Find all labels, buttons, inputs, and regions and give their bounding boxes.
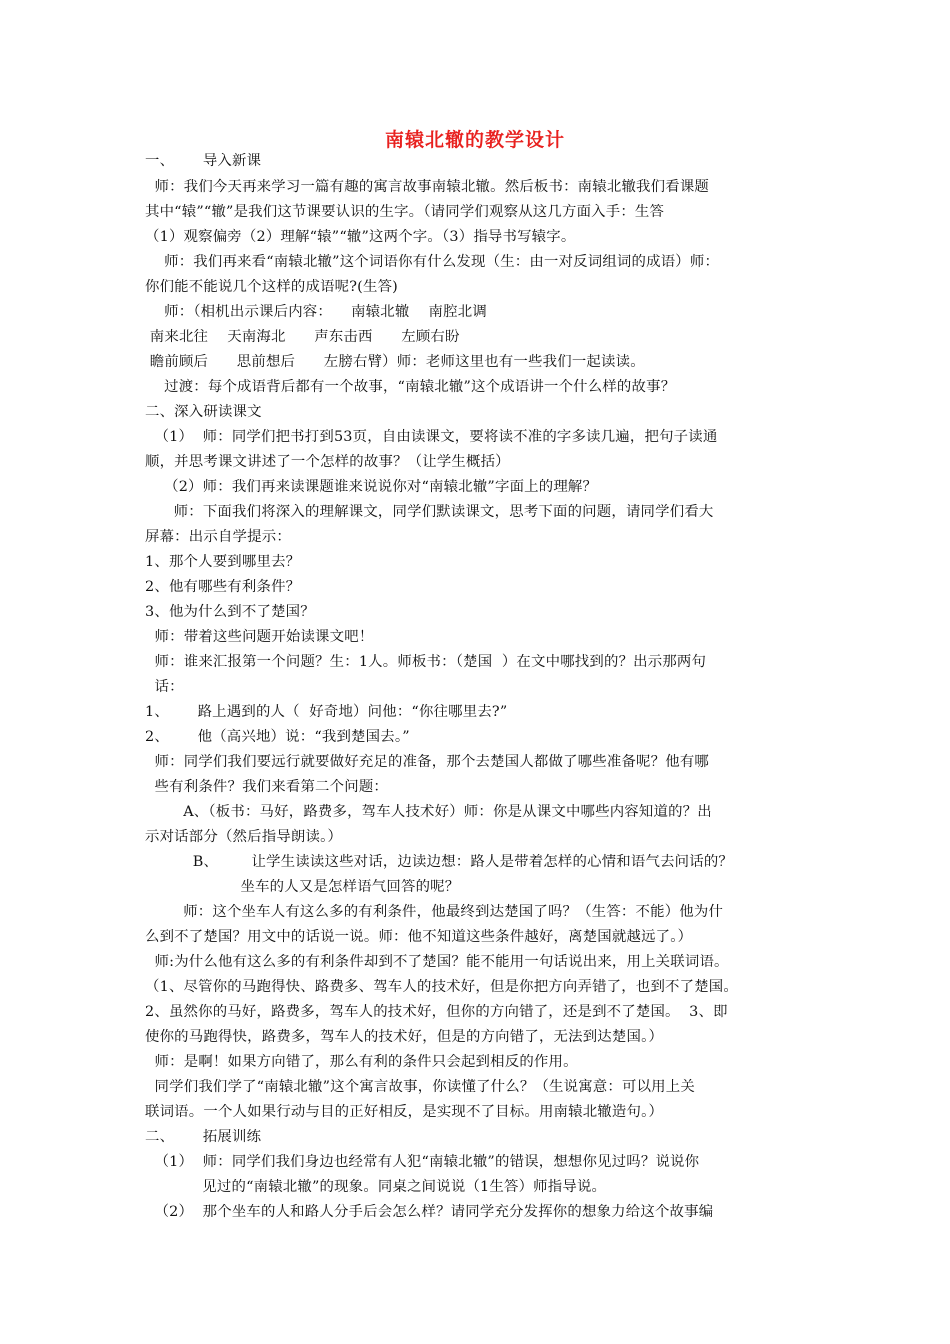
document-title: 南辕北辙的教学设计 (384, 129, 565, 151)
paragraph-line: （1）观察偏旁（2）理解“辕”“辙”这两个字。（3）指导书写辕字。 (145, 229, 576, 245)
idiom-list-line: 瞻前顾后 思前想后 左膀右臂）师：老师这里也有一些我们一起读读。 (145, 354, 645, 370)
paragraph-line: 师：下面我们将深入的理解课文，同学们默读课文，思考下面的问题，请同学们看大 (145, 504, 714, 520)
quote-item: 2、 他（高兴地）说：“我到楚国去。” (145, 729, 410, 745)
paragraph-line: 你们能不能说几个这样的成语呢?(生答) (145, 279, 398, 295)
paragraph-line: 联词语。一个人如果行动与目的正好相反，是实现不了目标。用南辕北辙造句。） (145, 1104, 664, 1120)
paragraph-line: 同学们我们学了“南辕北辙”这个寓言故事，你读懂了什么？（生说寓意：可以用上关 (145, 1079, 695, 1095)
paragraph-line: 么到不了楚国？用文中的话说一说。师：他不知道这些条件越好，离楚国就越远了。） (145, 929, 693, 945)
paragraph-line: 见过的“南辕北辙”的现象。同桌之间说说（1生答）师指导说。 (145, 1179, 607, 1195)
paragraph-line: 使你的马跑得快，路费多，驾车人的技术好，但是的方向错了，无法到达楚国。） (145, 1029, 664, 1045)
paragraph-line: （1、尽管你的马跑得快、路费多、驾车人的技术好，但是你把方向弄错了，也到不了楚国。 (145, 979, 738, 995)
paragraph-line: 示对话部分（然后指导朗读。） (145, 829, 343, 845)
question-item: 1、那个人要到哪里去？ (145, 554, 301, 570)
paragraph-line: 师:为什么他有这么多的有利条件却到不了楚国？能不能用一句话说出来，用上关联词语。 (145, 954, 729, 970)
section-heading-2: 二、深入研读课文 (145, 404, 262, 420)
paragraph-line: 其中“辕”“辙”是我们这节课要认识的生字。（请同学们观察从这几方面入手：生答 (145, 204, 665, 220)
paragraph-line: 师：这个坐车人有这么多的有利条件，他最终到达楚国了吗？（生答：不能）他为什 (145, 904, 724, 920)
paragraph-line: 话： (145, 679, 184, 695)
paragraph-line: 师：同学们我们要远行就要做好充足的准备，那个去楚国人都做了哪些准备呢？他有哪 (145, 754, 709, 770)
paragraph-line: （2） 那个坐车的人和路人分手后会怎么样？请同学充分发挥你的想象力给这个故事编 (145, 1204, 714, 1220)
section-heading-1: 一、 导入新课 (145, 153, 262, 169)
paragraph-line: B、 让学生读读这些对话，边读边想：路人是带着怎样的心情和语气去问话的？ (145, 854, 734, 870)
paragraph-line: 过渡：每个成语背后都有一个故事，“南辕北辙”这个成语讲一个什么样的故事？ (145, 379, 676, 395)
paragraph-line: 2、虽然你的马好，路费多，驾车人的技术好，但你的方向错了，还是到不了楚国。 3、即 (145, 1004, 728, 1020)
paragraph-line: （1） 师：同学们我们身边也经常有人犯“南辕北辙”的错误，想想你见过吗？说说你 (145, 1154, 700, 1170)
paragraph-line: （1） 师：同学们把书打到53页，自由读课文，要将读不准的字多读几遍，把句子读通 (145, 429, 718, 445)
paragraph-line: 屏幕：出示自学提示： (145, 529, 291, 545)
section-heading-3: 二、 拓展训练 (145, 1129, 262, 1145)
paragraph-line: 些有利条件？我们来看第二个问题： (145, 779, 388, 795)
paragraph-line: 师：我们今天再来学习一篇有趣的寓言故事南辕北辙。然后板书：南辕北辙我们看课题 (145, 179, 709, 195)
paragraph-line: 师：谁来汇报第一个问题？生：1人。师板书：（楚国 ）在文中哪找到的？出示那两句 (145, 654, 707, 670)
question-item: 2、他有哪些有利条件？ (145, 579, 301, 595)
paragraph-line: A、（板书：马好，路费多，驾车人技术好）师：你是从课文中哪些内容知道的？出 (145, 804, 712, 820)
paragraph-line: 师：我们再来看“南辕北辙”这个词语你有什么发现（生：由一对反词组词的成语）师： (145, 254, 720, 270)
paragraph-line: 顺，并思考课文讲述了一个怎样的故事？（让学生概括） (145, 454, 510, 470)
paragraph-line: 师：是啊！如果方向错了，那么有利的条件只会起到相反的作用。 (145, 1054, 578, 1070)
paragraph-line: 坐车的人又是怎样语气回答的呢？ (145, 879, 460, 895)
paragraph-line: （2）师：我们再来读课题谁来说说你对“南辕北辙”字面上的理解？ (145, 479, 598, 495)
paragraph-line: 师：带着这些问题开始读课文吧！ (145, 629, 374, 645)
paragraph-line: 师：（相机出示课后内容： 南辕北辙 南腔北调 (145, 304, 487, 320)
idiom-list-line: 南来北往 天南海北 声东击西 左顾右盼 (145, 329, 460, 345)
question-item: 3、他为什么到不了楚国？ (145, 604, 315, 620)
quote-item: 1、 路上遇到的人（ 好奇地）问他：“你往哪里去?” (145, 704, 508, 720)
